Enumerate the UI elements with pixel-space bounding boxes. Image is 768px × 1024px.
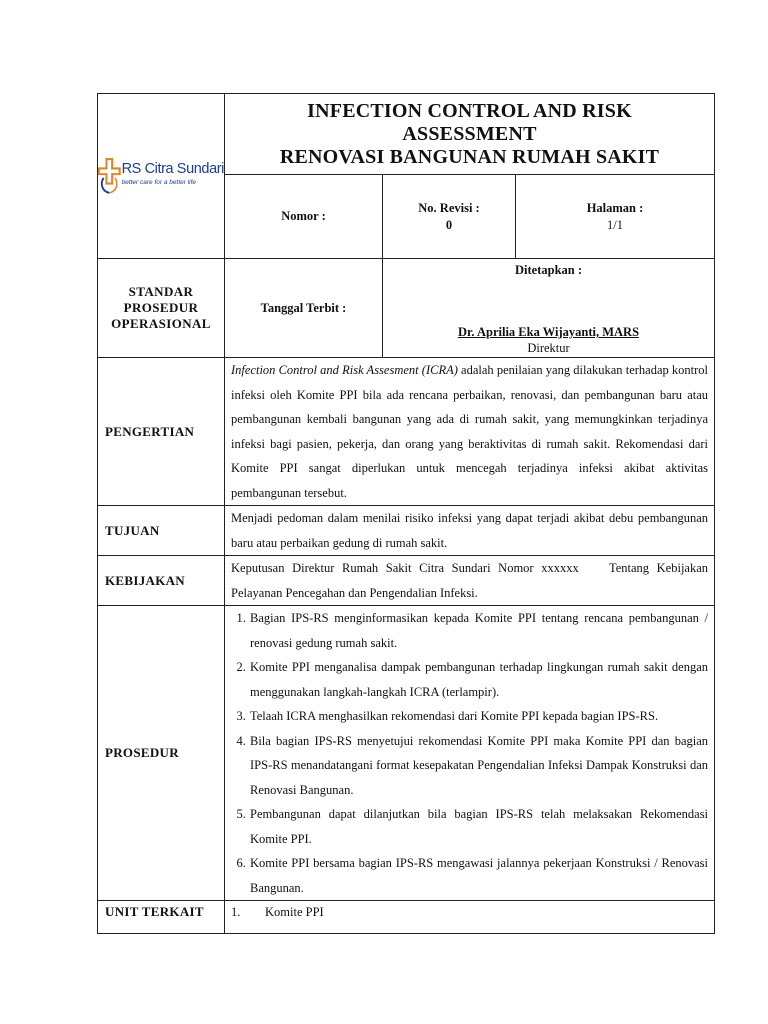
nomor-label: Nomor :	[281, 209, 326, 223]
pengertian-body: adalah penilaian yang dilakukan terhadap kontrol infeksi oleh Komite PPI bila ada rencana perbaikan, renovasi, dan pembangunan baru atau pembangunan kembali bangunan yang ada di rumah sakit, yang memungkinkan terjadinya infeksi bagi pasien, pekerja, dan orang yang beraktivitas di rumah sakit. Rekomendasi dari Komite PPI sangat diperlukan untuk mencegah terjadinya infeksi akibat aktivitas pembangunan tersebut.	[231, 363, 709, 500]
revisi-cell	[383, 175, 516, 259]
prosedur-step: 2. Komite PPI menganalisa dampak pembangunan terhadap lingkungan rumah sakit dengan menggunakan langkah-langkah ICRA (terlampir).	[249, 655, 708, 704]
unit-terkait-cell	[225, 901, 715, 934]
title-line-2: ASSESSMENT	[402, 122, 537, 145]
pengertian-text	[225, 358, 715, 506]
prosedur-steps	[225, 606, 714, 900]
revisi-label: No. Revisi :	[418, 200, 480, 215]
kebijakan-text: Keputusan Direktur Rumah Sakit Citra Sundari Nomor xxxxxx Tentang Kebijakan Pelayanan Pencegahan dan Pengendalian Infeksi.	[225, 556, 715, 606]
revisi-value: 0	[445, 217, 453, 232]
tujuan-text: Menjadi pedoman dalam menilai risiko infeksi yang dapat terjadi akibat debu pembangunan baru atau perbaikan gedung di rumah sakit.	[225, 506, 715, 556]
pengertian-italic-lead: Infection Control and Risk Assesment (ICRA)	[231, 363, 458, 377]
tanggal-terbit-label: Tanggal Terbit :	[260, 300, 347, 315]
document-title	[225, 94, 715, 175]
sop-label-line-1: STANDAR	[128, 284, 194, 299]
tujuan-label: TUJUAN	[98, 506, 225, 556]
plus-cross-logo-icon	[98, 156, 121, 196]
kebijakan-label: KEBIJAKAN	[98, 556, 225, 606]
unit-terkait-row	[98, 901, 715, 934]
hospital-logo	[98, 156, 224, 196]
sop-label-line-3: OPERASIONAL	[111, 316, 211, 331]
halaman-value: 1/1	[607, 217, 623, 232]
signatory-name: Dr. Aprilia Eka Wijayanti, MARS	[457, 325, 640, 339]
tanggal-terbit-cell	[225, 259, 383, 358]
prosedur-step: 3. Telaah ICRA menghasilkan rekomendasi dari Komite PPI kepada bagian IPS-RS.	[249, 704, 708, 729]
halaman-label: Halaman :	[586, 200, 644, 215]
sop-document-table	[97, 93, 715, 934]
prosedur-row	[98, 606, 715, 901]
pengertian-row	[98, 358, 715, 506]
prosedur-step: 1. Bagian IPS-RS menginformasikan kepada Komite PPI tentang rencana pembangunan / renovasi gedung rumah sakit.	[249, 606, 708, 655]
prosedur-step: 4. Bila bagian IPS-RS menyetujui rekomendasi Komite PPI maka Komite PPI dan bagian IPS-RS menandatangani format kesepakatan Pengendalian Infeksi Dampak Konstruksi dan Renovasi Bangunan.	[249, 729, 708, 803]
sop-row	[98, 259, 715, 358]
logo-name: RS Citra Sundari	[121, 161, 224, 177]
unit-item-text: Komite PPI	[265, 905, 324, 919]
ditetapkan-label: Ditetapkan :	[515, 263, 583, 277]
kebijakan-row	[98, 556, 715, 606]
halaman-cell	[516, 175, 715, 259]
logo-tagline: better care for a better life	[121, 179, 197, 186]
signatory-role: Direktur	[527, 341, 570, 355]
title-line-1: INFECTION CONTROL AND RISK	[307, 99, 632, 122]
sop-label	[98, 259, 225, 358]
title-row	[98, 94, 715, 175]
sop-label-line-2: PROSEDUR	[123, 300, 199, 315]
unit-terkait-label: UNIT TERKAIT	[98, 901, 225, 934]
prosedur-step: 5. Pembangunan dapat dilanjutkan bila bagian IPS-RS telah melaksakan Rekomendasi Komite PPI.	[249, 802, 708, 851]
prosedur-step: 6. Komite PPI bersama bagian IPS-RS mengawasi jalannya pekerjaan Konstruksi / Renovasi Bangunan.	[249, 851, 708, 900]
ditetapkan-cell	[383, 259, 715, 358]
nomor-cell	[225, 175, 383, 259]
tujuan-row	[98, 506, 715, 556]
logo-cell	[98, 94, 225, 259]
prosedur-cell	[225, 606, 715, 901]
title-line-3: RENOVASI BANGUNAN RUMAH SAKIT	[279, 145, 660, 168]
pengertian-label: PENGERTIAN	[98, 358, 225, 506]
unit-item-number: 1.	[231, 905, 241, 919]
prosedur-label: PROSEDUR	[98, 606, 225, 901]
